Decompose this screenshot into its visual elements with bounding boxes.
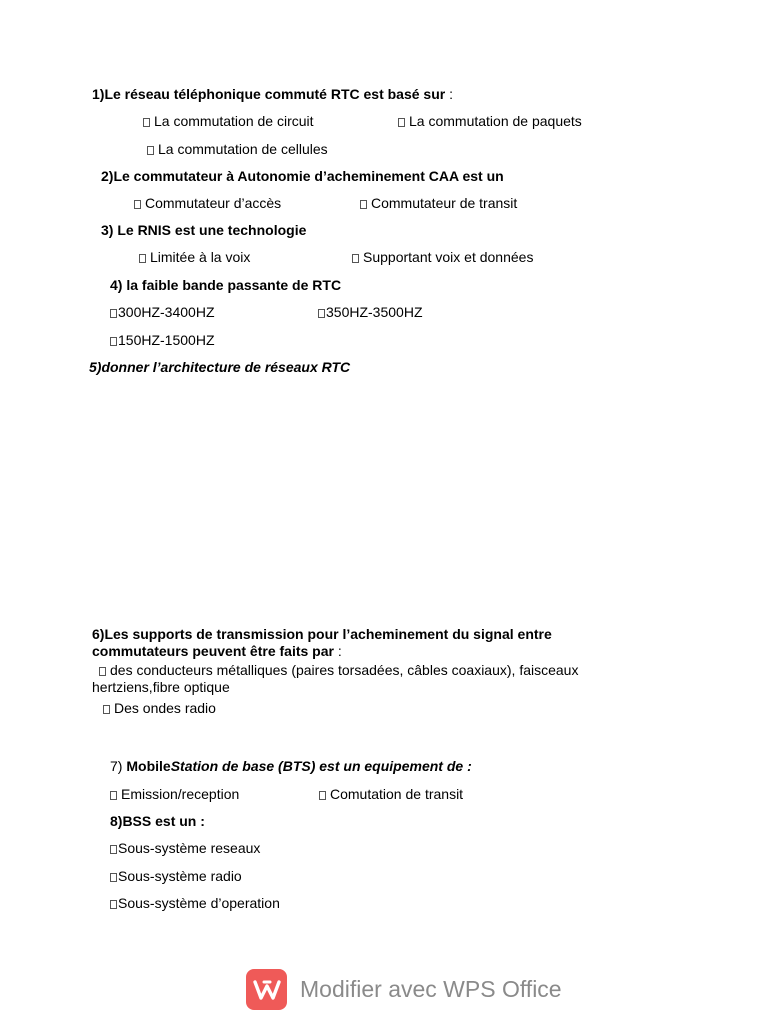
checkbox-icon[interactable] xyxy=(147,146,154,155)
option-label: Emission/reception xyxy=(121,786,240,802)
question-1-text: Le réseau téléphonique commuté RTC est basé sur xyxy=(104,86,446,102)
q4-option-300[interactable] xyxy=(110,304,215,321)
question-7-bold: Mobile xyxy=(126,758,171,774)
checkbox-icon[interactable] xyxy=(139,254,146,263)
q8-option-operation[interactable] xyxy=(110,895,280,912)
q7-option-emission[interactable] xyxy=(110,786,239,803)
wps-edit-label[interactable]: Modifier avec WPS Office xyxy=(300,976,562,1002)
q2-option-acces[interactable] xyxy=(134,195,281,212)
question-3: 3) Le RNIS est une technologie xyxy=(101,222,307,238)
checkbox-icon[interactable] xyxy=(398,118,405,127)
wps-edit-banner[interactable] xyxy=(246,969,562,1010)
option-label: 150HZ-1500HZ xyxy=(118,332,215,348)
checkbox-icon[interactable] xyxy=(318,309,325,318)
q8-option-radio[interactable] xyxy=(110,868,242,885)
checkbox-icon[interactable] xyxy=(134,200,141,209)
question-1 xyxy=(92,86,453,103)
question-4: 4) la faible bande passante de RTC xyxy=(110,277,342,293)
option-label: Des ondes radio xyxy=(114,700,216,716)
checkbox-icon[interactable] xyxy=(103,705,110,714)
question-7-paren: ) xyxy=(117,758,127,774)
checkbox-icon[interactable] xyxy=(143,118,150,127)
q2-option-transit[interactable] xyxy=(360,195,517,212)
checkbox-icon[interactable] xyxy=(99,667,106,676)
q3-option-voix[interactable] xyxy=(139,249,250,266)
q7-option-comutation[interactable] xyxy=(319,786,463,803)
option-label: Commutateur d’accès xyxy=(145,195,282,211)
q6-option-ondes-radio[interactable] xyxy=(103,700,216,717)
checkbox-icon[interactable] xyxy=(110,845,117,854)
q1-option-cellules[interactable] xyxy=(147,141,328,158)
wps-logo-icon xyxy=(246,969,287,1010)
question-1-number: 1) xyxy=(92,86,105,102)
option-label: La commutation de circuit xyxy=(154,113,314,129)
question-6-text: 6)Les supports de transmission pour l’acheminement du signal entre commutateurs peuvent être faits par xyxy=(92,626,552,659)
option-label: Sous-système reseaux xyxy=(118,840,261,856)
checkbox-icon[interactable] xyxy=(110,791,117,800)
option-label: Limitée à la voix xyxy=(150,249,251,265)
option-label: 350HZ-3500HZ xyxy=(326,304,423,320)
checkbox-icon[interactable] xyxy=(110,337,117,346)
option-label: Sous-système d’operation xyxy=(118,895,280,911)
q6-option-conducteurs[interactable] xyxy=(92,662,612,696)
option-label: Comutation de transit xyxy=(330,786,464,802)
q1-option-paquets[interactable] xyxy=(398,113,582,130)
question-6 xyxy=(92,626,652,660)
option-label: des conducteurs métalliques (paires torsadées, câbles coaxiaux), faisceaux hertziens,fibre optique xyxy=(92,662,579,695)
wps-w-glyph-icon xyxy=(253,979,281,1001)
question-1-colon: : xyxy=(445,86,453,102)
q4-option-150[interactable] xyxy=(110,332,215,349)
question-5: 5)donner l’architecture de réseaux RTC xyxy=(89,359,351,375)
q3-option-voix-donnees[interactable] xyxy=(352,249,533,266)
question-7-italic: Station de base (BTS) est un equipement de : xyxy=(170,758,472,774)
question-8: 8)BSS est un : xyxy=(110,813,205,829)
q8-option-reseaux[interactable] xyxy=(110,840,260,857)
question-7-number: 7 xyxy=(110,758,118,774)
checkbox-icon[interactable] xyxy=(110,309,117,318)
option-label: Commutateur de transit xyxy=(371,195,518,211)
checkbox-icon[interactable] xyxy=(110,900,117,909)
question-2: 2)Le commutateur à Autonomie d’acheminement CAA est un xyxy=(101,168,504,184)
option-label: 300HZ-3400HZ xyxy=(118,304,215,320)
option-label: Sous-système radio xyxy=(118,868,242,884)
option-label: La commutation de paquets xyxy=(409,113,582,129)
q4-option-350[interactable] xyxy=(318,304,423,321)
checkbox-icon[interactable] xyxy=(352,254,359,263)
checkbox-icon[interactable] xyxy=(110,873,117,882)
option-label: Supportant voix et données xyxy=(363,249,534,265)
checkbox-icon[interactable] xyxy=(360,200,367,209)
question-6-colon: : xyxy=(333,643,342,659)
question-7 xyxy=(110,758,472,775)
checkbox-icon[interactable] xyxy=(319,791,326,800)
option-label: La commutation de cellules xyxy=(158,141,328,157)
q1-option-circuit[interactable] xyxy=(143,113,314,130)
